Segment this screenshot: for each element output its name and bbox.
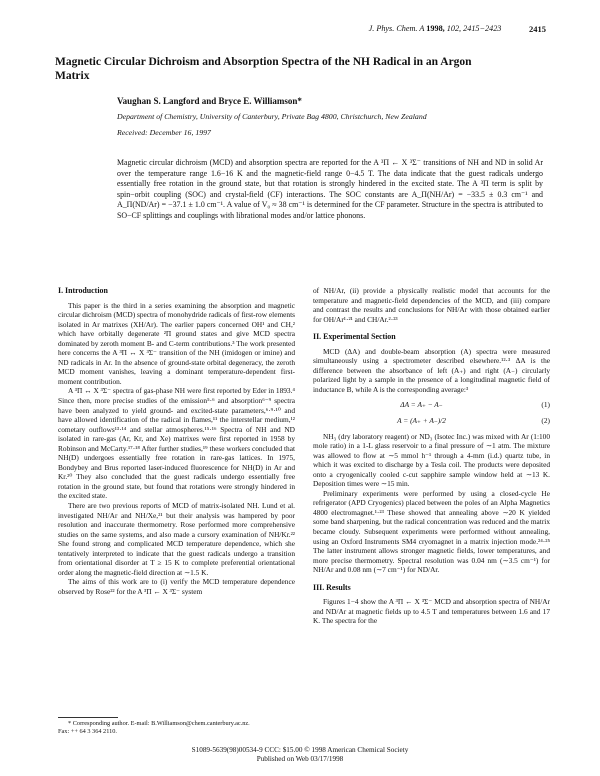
experimental-paragraph: NH₃ (dry laboratory reagent) or ND₃ (Isotec Inc.) was mixed with Ar (1:100 mole ratio) in a 1-L glass reservoir to a final pressure of ∼1 atm. The mixture was allowed to flow at ∼5 mmol h⁻¹ through a 4-mm (i.d.) quartz tube, in which it was excited to discharge by a Tesla coil. The products were deposited onto a cryogenically cooled c-cut sapphire sample window held at ∼13 K. Deposition times were ∼15 min.	[313, 431, 550, 489]
experimental-paragraph: MCD (ΔA) and double-beam absorption (A) spectra were measured simultaneously using a spectrometer described elsewhere.¹²·³ ΔA is the difference between the absorbance of left (A₊) and right (A₋) circularly polarized light by a sample in the presence of a longitudinal magnetic field of inductance B, while A is the corresponding average:³	[313, 346, 550, 394]
abstract: Magnetic circular dichroism (MCD) and absorption spectra are reported for the A ³Π ← X ³Σ⁻ transitions of NH and ND in solid Ar over the temperature range 1.6−16 K and the magnetic-field range 0−4.5 T. The data indicate that the guest radicals undergo essentially free rotation in the ground state, but that rotation is strongly hindered in the excited state. The A ³Π term is split by spin−orbit coupling (SOC) and crystal-field (CF) interactions. The SOC constants are A_Π(NH/Ar) = −33.5 ± 0.3 cm⁻¹ and A_Π(ND/Ar) = −37.1 ± 1.0 cm⁻¹. A value of V₀ ≈ 38 cm⁻¹ is determined for the CF parameter. Structure in the spectra is attributed to SO−CF splittings and couplings with librational modes and/or lattice phonons.	[117, 158, 543, 220]
right-column	[313, 286, 550, 626]
left-column	[58, 286, 295, 597]
page-footer	[0, 746, 600, 764]
section-heading-introduction: I. Introduction	[58, 286, 108, 295]
footer-copyright: S1089-5639(98)00534-9 CCC: $15.00 © 1998 American Chemical Society	[191, 746, 409, 754]
intro-paragraph: A ³Π ↔ X ³Σ⁻ spectra of gas-phase NH were first reported by Eder in 1893.⁴ Since then, more precise studies of the emission⁵·⁶ and absorption⁶⁻⁹ spectra have been analyzed to yield ground- and excited-state parameters,⁶·⁹·¹⁰ and have allowed identification of the radical in flames,¹¹ the interstellar medium,¹² cometary outflows¹³·¹⁴ and stellar atmospheres.¹⁵·¹⁶ Spectra of NH and ND isolated in rare-gas (Ar, Kr, and Xe) matrixes were first reported in 1958 by Robinson and McCarty.¹⁷·¹⁸ After further studies,¹⁹ these workers concluded that NH(D) undergoes essentially free rotation in rare-gas lattices. In 1975, Bondybey and Brus reported laser-induced fluorescence for NH(D) in Ar and Kr.²⁰ They also concluded that the guest radicals undergo essentially free rotation in the ground state, but found that rotations were strongly hindered in the excited state.	[58, 386, 295, 501]
equation-1-text: ΔA = A₊ − A₋	[400, 400, 443, 410]
intro-paragraph: This paper is the third in a series examining the absorption and magnetic circular dichroism (MCD) spectra of monohydride radicals of first-row elements isolated in Ar matrixes (XH/Ar). The earlier papers concerned OH¹ and CH,² which have orbitally degenerate ²Π ground states and give MCD spectra dominated by zeroth moment B- and C-term contributions.³ The work presented here concerns the A ³Π ↔ X ³Σ⁻ transition of the NH (imidogen or imine) and ND radicals in Ar. In the absence of ground-state orbital degeneracy, the zeroth MCD moment vanishes, leaving a dominant temperature-dependent first-moment contribution.	[58, 300, 295, 386]
intro-paragraph: The aims of this work are to (i) verify the MCD temperature dependence observed by Rose²² for the A ³Π ← X ³Σ⁻ system	[58, 577, 295, 596]
article-authors: Vaughan S. Langford and Bryce E. Williamson*	[117, 96, 302, 106]
journal-name: J. Phys. Chem. A	[368, 24, 425, 33]
intro-continuation-paragraph: of NH/Ar, (ii) provide a physically realistic model that accounts for the temperature and magnetic-field dependencies of the MCD, and (iii) compare and contrast the results and conclusions for NH/Ar with those obtained earlier for OH/Ar¹·²¹ and CH/Ar.²·²³	[313, 286, 550, 324]
footnote	[58, 720, 295, 735]
results-paragraph: Figures 1−4 show the A ³Π ← X ³Σ⁻ MCD and absorption spectra of NH/Ar and ND/Ar at magnetic fields up to 4.5 T and temperatures between 1.6 and 17 K. The spectra for the	[313, 597, 550, 626]
running-header	[330, 24, 540, 33]
footnote-email: * Corresponding author. E-mail: B.Williamson@chem.canterbury.ac.nz.	[68, 720, 250, 727]
article-title: Magnetic Circular Dichroism and Absorption Spectra of the NH Radical in an Argon Matrix	[55, 56, 472, 82]
author-affiliation: Department of Chemistry, University of Canterbury, Private Bag 4800, Christchurch, New Zealand	[117, 112, 427, 121]
equation-1-number: (1)	[541, 400, 550, 410]
experimental-paragraph: Preliminary experiments were performed by using a closed-cycle He refrigerator (APD Cryogenics) placed between the poles of an Alpha Magnetics 4800 electromagnet.¹·²³ These showed that annealing above ∼20 K yielded some band sharpening, but the radical concentration was reduced and the matrix became cloudy. Subsequent experiments were performed without annealing, using an Oxford Instruments SM4 cryomagnet in a matrix injection mode.²⁴·²⁵ The latter instrument allows stronger magnetic fields, lower temperatures, and more precise thermometry. Spectral resolution was 0.04 nm (∼3.5 cm⁻¹) for NH/Ar and 0.08 nm (∼7 cm⁻¹) for ND/Ar.	[313, 488, 550, 575]
section-heading-results: III. Results	[313, 582, 351, 592]
journal-volume-pages: 102, 2415−2423	[446, 24, 502, 33]
equation-2	[313, 416, 550, 426]
equation-1	[313, 400, 550, 410]
journal-year: 1998,	[426, 24, 445, 33]
page-number: 2415	[529, 24, 546, 34]
footnote-fax: Fax: ++ 64 3 364 2110.	[58, 727, 117, 735]
intro-paragraph: There are two previous reports of MCD of matrix-isolated NH. Lund et al. investigated NH/Ar and NH/Xe,²¹ but their analysis was hampered by poor resolution and inaccurate thermometry. Rose performed more comprehensive studies on the same systems, and also made a cursory examination of NH/Kr.²² She found strong and complicated MCD temperature dependence, which she tentatively interpreted to indicate that the guest radicals undergo a transition from orientational disorder at T ≥ 15 K to complete preferential orientational order along the magnetic-field direction at ∼1.5 K.	[58, 501, 295, 577]
received-date: Received: December 16, 1997	[117, 128, 211, 137]
equation-2-text: A = (A₊ + A₋)/2	[397, 416, 446, 426]
footnote-divider	[58, 717, 118, 718]
section-heading-experimental: II. Experimental Section	[313, 332, 396, 342]
footer-published: Published on Web 03/17/1998	[256, 754, 344, 763]
equation-2-number: (2)	[541, 416, 550, 426]
